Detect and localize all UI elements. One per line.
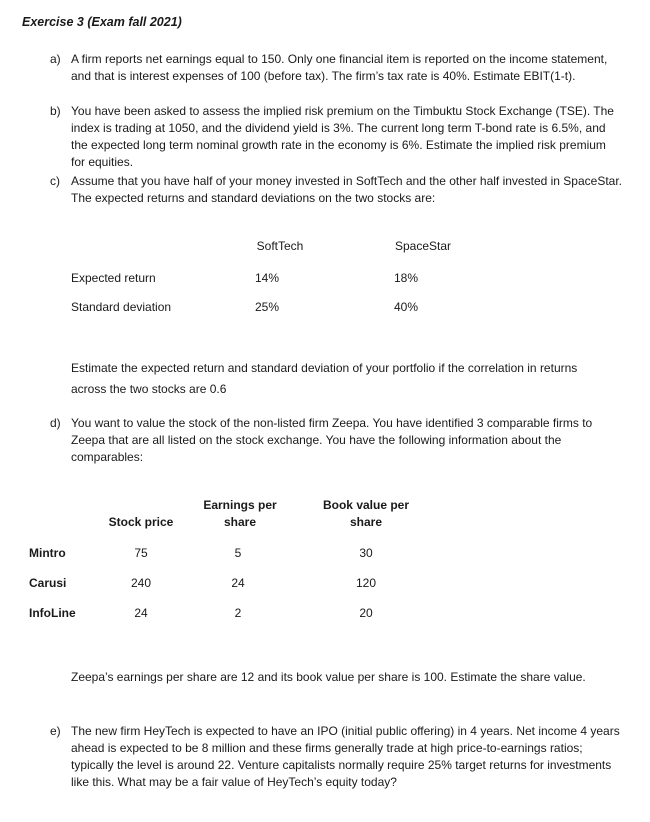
stocks-cell-softtech: 14% xyxy=(254,271,280,285)
part-a-label: a) xyxy=(50,52,61,66)
part-b-label: b) xyxy=(50,104,61,118)
part-e-label: e) xyxy=(50,724,61,738)
comparable-price: 75 xyxy=(134,546,148,560)
stocks-row-label: Expected return xyxy=(71,271,156,285)
part-c-label: c) xyxy=(50,174,60,188)
stocks-cell-softtech: 25% xyxy=(254,300,280,314)
comparable-eps: 5 xyxy=(234,546,242,560)
comparables-header-bvps: Book value per xyxy=(322,498,410,512)
part-d-question: Zeepa’s earnings per share are 12 and its book value per share is 100. Estimate the share value. xyxy=(71,670,586,684)
comparable-eps: 2 xyxy=(234,606,242,620)
part-e-text: The new firm HeyTech is expected to have an IPO (initial public offering) in 4 years. Net income 4 years ahead is expected to be 8 million and these firms generally trade at high price-to-earnings ratios; typically the level is around 22. Venture capitalists normally require 25% target returns for investments like this. What may be a fair value of HeyTech’s equity today? xyxy=(71,724,620,789)
comparable-name: InfoLine xyxy=(29,606,76,620)
part-a xyxy=(50,51,622,85)
comparables-header-bvps: share xyxy=(349,515,383,529)
part-d-text: You want to value the stock of the non-listed firm Zeepa. You have identified 3 comparable firms to Zeepa that are all listed on the stock exchange. You have the following information about the comparables: xyxy=(71,416,593,464)
part-c-text: Assume that you have half of your money invested in SoftTech and the other half invested in SpaceStar. The expected returns and standard deviations on the two stocks are: xyxy=(71,174,622,205)
comparables-header-eps: share xyxy=(223,515,257,529)
comparable-bvps: 20 xyxy=(359,606,373,620)
comparable-bvps: 120 xyxy=(355,576,377,590)
part-b xyxy=(50,103,622,171)
stocks-header-softtech: SoftTech xyxy=(256,239,304,253)
comparables-header-eps: Earnings per xyxy=(203,498,277,512)
part-d xyxy=(50,415,622,466)
comparable-eps: 24 xyxy=(231,576,245,590)
comparable-price: 24 xyxy=(134,606,148,620)
part-c-question: Estimate the expected return and standard deviation of your portfolio if the correlation in returns across the two stocks are 0.6 xyxy=(71,361,578,396)
part-b-text: You have been asked to assess the implied risk premium on the Timbuktu Stock Exchange (TSE). The index is trading at 1050, and the dividend yield is 3%. The current long term T-bond rate is 6.5%, and the expected long term nominal growth rate in the economy is 6%. Estimate the implied risk premium for equities. xyxy=(71,104,614,169)
comparable-bvps: 30 xyxy=(359,546,373,560)
stocks-cell-spacestar: 40% xyxy=(393,300,419,314)
comparable-name: Carusi xyxy=(29,576,67,590)
stocks-header-spacestar: SpaceStar xyxy=(394,239,452,253)
comparable-name: Mintro xyxy=(29,546,66,560)
stocks-row-label: Standard deviation xyxy=(71,300,172,314)
comparables-header-price: Stock price xyxy=(108,515,174,529)
part-e xyxy=(50,723,622,791)
part-a-text: A firm reports net earnings equal to 150. Only one financial item is reported on the income statement, and that is interest expenses of 100 (before tax). The firm’s tax rate is 40%. Estimate EBIT(1-t). xyxy=(71,52,608,83)
exercise-title: Exercise 3 (Exam fall 2021) xyxy=(22,15,182,29)
part-c xyxy=(50,173,622,207)
part-d-label: d) xyxy=(50,416,61,430)
comparable-price: 240 xyxy=(130,576,152,590)
stocks-cell-spacestar: 18% xyxy=(393,271,419,285)
